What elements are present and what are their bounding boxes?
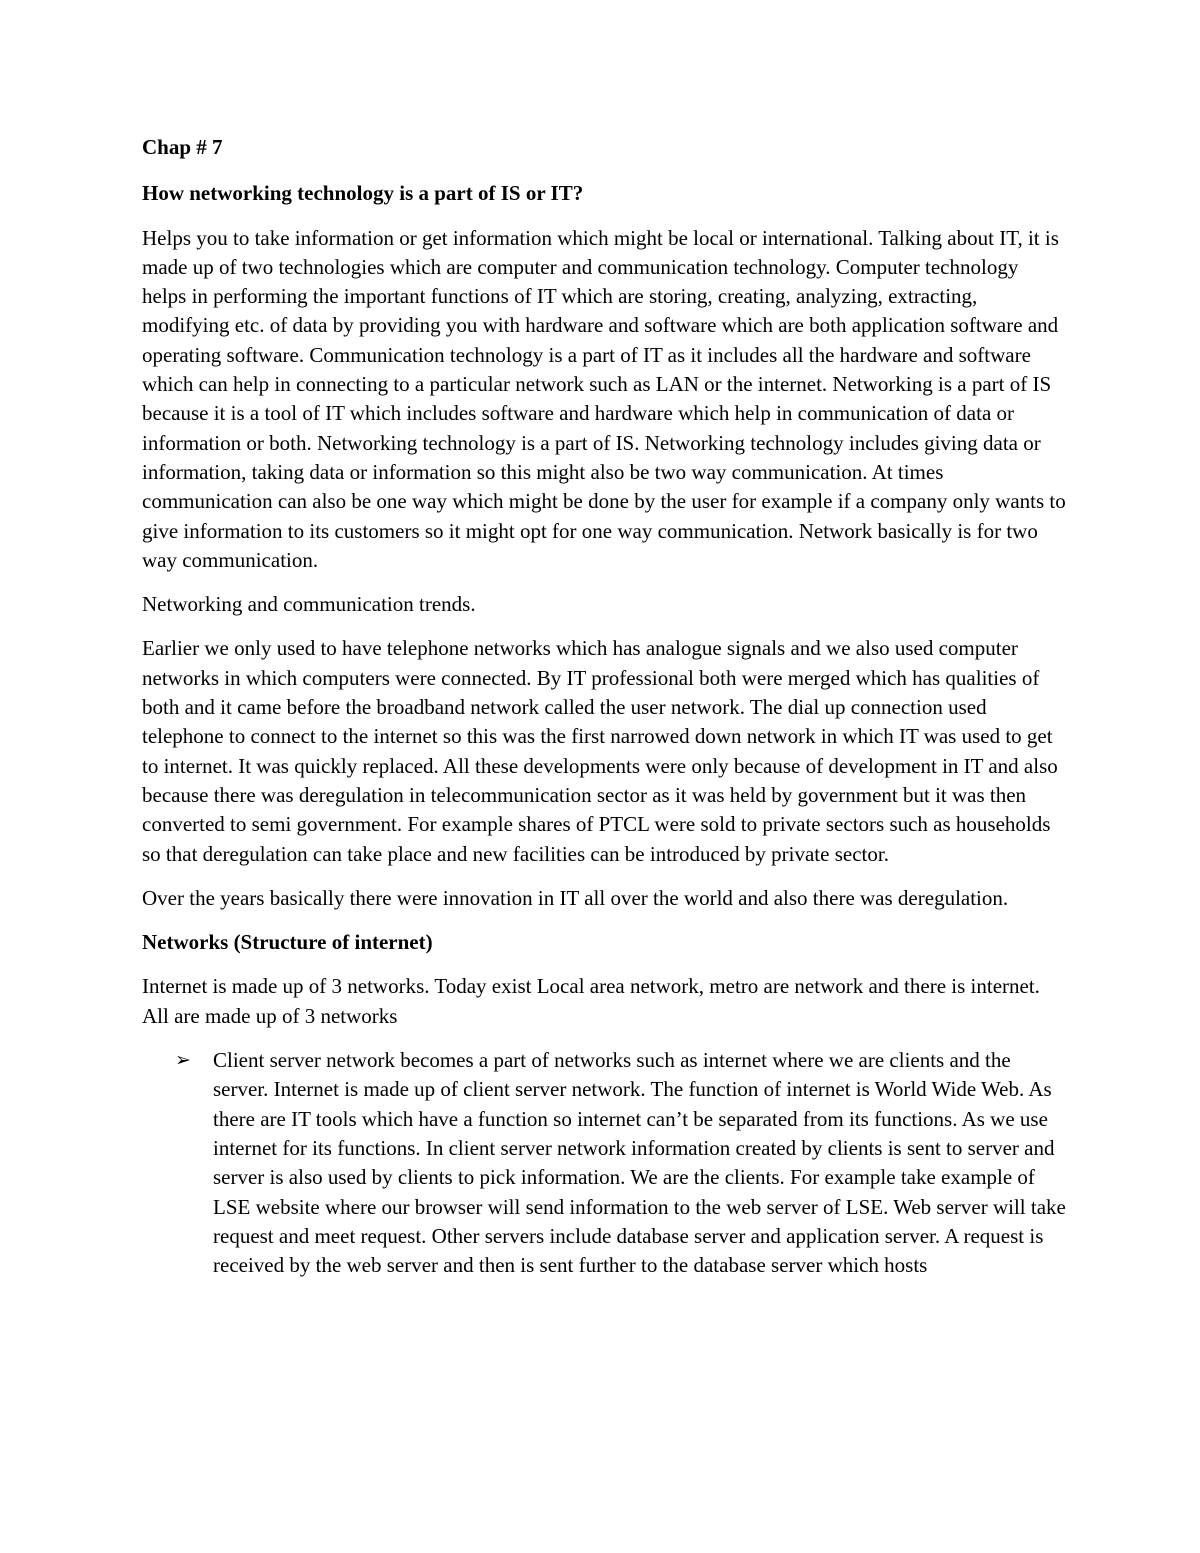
arrow-bullet-icon: ➢: [175, 1049, 191, 1072]
section-heading-networking-technology: How networking technology is a part of IS or IT?: [142, 181, 584, 206]
bullet-list: [142, 1046, 1067, 1280]
chapter-title: Chap # 7: [142, 135, 223, 159]
paragraph-three-networks: Internet is made up of 3 networks. Today exist Local area network, metro are network and there is internet. All are made up of 3 networks: [142, 974, 1040, 1028]
subheading-trends: Networking and communication trends.: [142, 592, 476, 617]
paragraph-networking-part-of-is: Helps you to take information or get information which might be local or international. Talking about IT, it is made up of two technologies which are computer and communication technology. Computer technology helps in performing the important functions of IT which are storing, creating, analyzing, extracting, modifying etc. of data by providing you with hardware and software which are both application software and operating software. Communication technology is a part of IT as it includes all the hardware and software which can help in connecting to a particular network such as LAN or the internet. Networking is a part of IS because it is a tool of IT which includes software and hardware which help in communication of data or information or both. Networking technology is a part of IS. Networking technology includes giving data or information, taking data or information so this might also be two way communication. At times communication can also be one way which might be done by the user for example if a company only wants to give information to its customers so it might opt for one way communication. Network basically is for two way communication.: [142, 225, 1066, 572]
section-heading-networks-structure: Networks (Structure of internet): [142, 930, 433, 955]
paragraph-innovation-deregulation: Over the years basically there were innovation in IT all over the world and also there was deregulation.: [142, 885, 1009, 910]
bullet-text-client-server: Client server network becomes a part of networks such as internet where we are clients and the server. Internet is made up of client server network. The function of internet is World Wide Web. As there are IT tools which have a function so internet can’t be separated from its functions. As we use internet for its functions. In client server network information created by clients is sent to server and server is also used by clients to pick information. We are the clients. For example take example of LSE website where our browser will send information to the web server of LSE. Web server will take request and meet request. Other servers include database server and application server. A request is received by the web server and then is sent further to the database server which hosts: [213, 1048, 1066, 1278]
paragraph-network-history: Earlier we only used to have telephone networks which has analogue signals and we also used computer networks in which computers were connected. By IT professional both were merged which has qualities of both and it came before the broadband network called the user network. The dial up connection used telephone to connect to the internet so this was the first narrowed down network in which IT was used to get to internet. It was quickly replaced. All these developments were only because of development in IT and also because there was deregulation in telecommunication sector as it was held by government but it was then converted to semi government. For example shares of PTCL were sold to private sectors such as households so that deregulation can take place and new facilities can be introduced by private sector.: [142, 636, 1058, 866]
document-page: [142, 133, 1067, 1280]
list-item: [142, 1046, 1067, 1280]
